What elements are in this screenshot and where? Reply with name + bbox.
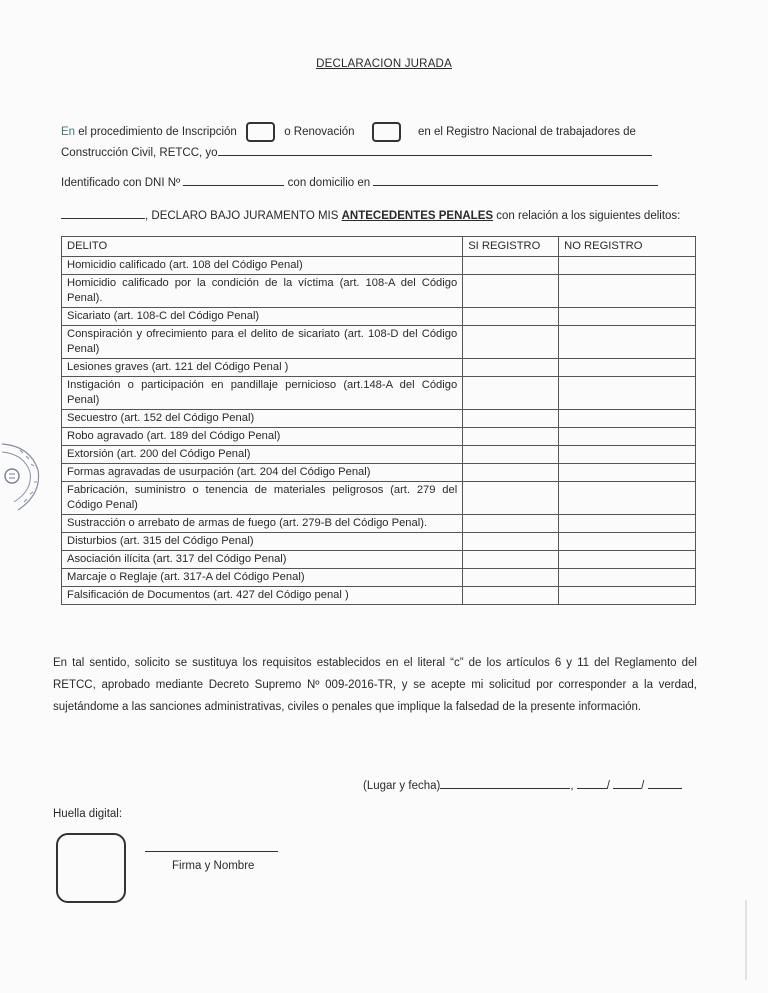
declaro-suffix: con relación a los siguientes delitos: [496, 210, 681, 222]
no-registro-cell[interactable] [559, 377, 696, 410]
table-row [62, 482, 696, 515]
seal-stamp-icon [0, 436, 44, 516]
table-row [62, 515, 696, 533]
table-row [62, 464, 696, 482]
huella-label: Huella digital: [53, 808, 123, 820]
delito-cell: Disturbios (art. 315 del Código Penal) [62, 533, 463, 551]
lugar-fecha-line [363, 777, 682, 792]
delito-cell: Fabricación, suministro o tenencia de materiales peligrosos (art. 279 del Código Penal) [62, 482, 463, 515]
si-registro-cell[interactable] [463, 428, 559, 446]
day-blank[interactable] [577, 777, 607, 789]
no-registro-cell[interactable] [559, 275, 696, 308]
delito-cell: Conspiración y ofrecimiento para el delito de sicariato (art. 108-D del Código Penal) [62, 326, 463, 359]
delito-cell: Secuestro (art. 152 del Código Penal) [62, 410, 463, 428]
si-registro-cell[interactable] [463, 482, 559, 515]
table-row [62, 410, 696, 428]
si-registro-cell[interactable] [463, 446, 559, 464]
si-registro-cell[interactable] [463, 551, 559, 569]
nombre-blank[interactable] [218, 144, 652, 156]
table-body [62, 257, 696, 605]
date-slash-2: / [641, 780, 645, 792]
table-row [62, 533, 696, 551]
delito-cell: Robo agravado (art. 189 del Código Penal) [62, 428, 463, 446]
si-registro-cell[interactable] [463, 377, 559, 410]
si-registro-cell[interactable] [463, 587, 559, 605]
lugar-comma: , [570, 780, 574, 792]
si-registro-cell[interactable] [463, 533, 559, 551]
si-registro-cell[interactable] [463, 515, 559, 533]
page-edge-mark [745, 900, 747, 980]
no-registro-cell[interactable] [559, 359, 696, 377]
dni-label: Identificado con DNI Nº [61, 177, 181, 189]
no-registro-cell[interactable] [559, 464, 696, 482]
declaro-line [61, 207, 680, 222]
no-registro-cell[interactable] [559, 428, 696, 446]
header-delito: DELITO [62, 237, 463, 257]
inscripcion-checkbox[interactable] [246, 122, 275, 142]
table-row [62, 275, 696, 308]
table-row [62, 377, 696, 410]
si-registro-cell[interactable] [463, 257, 559, 275]
delito-cell: Sustracción o arrebato de armas de fuego (art. 279-B del Código Penal). [62, 515, 463, 533]
si-registro-cell[interactable] [463, 569, 559, 587]
delito-cell: Marcaje o Reglaje (art. 317-A del Código Penal) [62, 569, 463, 587]
delito-cell: Falsificación de Documentos (art. 427 del Código penal ) [62, 587, 463, 605]
declaro-blank[interactable] [61, 207, 145, 219]
intro-line [61, 122, 636, 142]
delito-cell: Instigación o participación en pandillaje pernicioso (art.148-A del Código Penal) [62, 377, 463, 410]
delito-cell: Homicidio calificado (art. 108 del Código Penal) [62, 257, 463, 275]
table-row [62, 359, 696, 377]
no-registro-cell[interactable] [559, 533, 696, 551]
date-slash-1: / [606, 780, 610, 792]
document-title: DECLARACION JURADA [316, 58, 452, 70]
si-registro-cell[interactable] [463, 275, 559, 308]
no-registro-cell[interactable] [559, 551, 696, 569]
no-registro-cell[interactable] [559, 308, 696, 326]
domicilio-blank[interactable] [373, 174, 658, 186]
intro-construccion: Construcción Civil, RETCC, yo [61, 147, 218, 159]
delito-cell: Formas agravadas de usurpación (art. 204 del Código Penal) [62, 464, 463, 482]
no-registro-cell[interactable] [559, 515, 696, 533]
dni-blank[interactable] [183, 174, 284, 186]
signature-line[interactable] [145, 851, 278, 852]
no-registro-cell[interactable] [559, 257, 696, 275]
intro-o-renovacion: o Renovación [284, 126, 355, 139]
delito-cell: Lesiones graves (art. 121 del Código Penal ) [62, 359, 463, 377]
table-row [62, 308, 696, 326]
table-row [62, 428, 696, 446]
table-row [62, 257, 696, 275]
delito-cell: Extorsión (art. 200 del Código Penal) [62, 446, 463, 464]
firma-label: Firma y Nombre [172, 860, 255, 872]
no-registro-cell[interactable] [559, 482, 696, 515]
si-registro-cell[interactable] [463, 326, 559, 359]
lugar-fecha-label: (Lugar y fecha) [363, 780, 441, 792]
table-row [62, 446, 696, 464]
header-si-registro: SI REGISTRO [463, 237, 559, 257]
no-registro-cell[interactable] [559, 587, 696, 605]
si-registro-cell[interactable] [463, 410, 559, 428]
declaration-paragraph: En tal sentido, solicito se sustituya los requisitos establecidos en el literal “c” de los artículos 6 y 11 del Reglamento del RETCC, aprobado mediante Decreto Supremo Nº 009-2016-TR, y se acepte mi solicitud por corresponder a la verdad, sujetándome a las sanciones administrativas, civiles o penales que implique la falsedad de la presente información. [53, 657, 697, 713]
delito-cell: Sicariato (art. 108-C del Código Penal) [62, 308, 463, 326]
intro-procedimiento: el procedimiento de Inscripción [78, 126, 237, 139]
delito-cell: Asociación ilícita (art. 317 del Código Penal) [62, 551, 463, 569]
construccion-line [61, 144, 652, 159]
dni-line [61, 174, 658, 189]
si-registro-cell[interactable] [463, 308, 559, 326]
table-row [62, 569, 696, 587]
intro-registro: en el Registro Nacional de trabajadores de [417, 126, 636, 139]
no-registro-cell[interactable] [559, 569, 696, 587]
declaro-emphasis: ANTECEDENTES PENALES [341, 210, 494, 222]
year-blank[interactable] [648, 777, 682, 789]
lugar-blank[interactable] [440, 777, 570, 789]
table-row [62, 326, 696, 359]
delito-cell: Homicidio calificado por la condición de la víctima (art. 108-A del Código Penal). [62, 275, 463, 308]
header-no-registro: NO REGISTRO [559, 237, 696, 257]
table-header-row [62, 237, 696, 257]
domicilio-label: con domicilio en [287, 177, 371, 189]
declaro-prefix: , DECLARO BAJO JURAMENTO MIS [145, 210, 339, 222]
fingerprint-box[interactable] [56, 833, 126, 903]
intro-en: En [61, 126, 76, 139]
si-registro-cell[interactable] [463, 464, 559, 482]
renovacion-checkbox[interactable] [372, 122, 401, 142]
si-registro-cell[interactable] [463, 359, 559, 377]
month-blank[interactable] [613, 777, 641, 789]
table-row [62, 587, 696, 605]
table-row [62, 551, 696, 569]
delitos-table [61, 236, 696, 605]
no-registro-cell[interactable] [559, 326, 696, 359]
no-registro-cell[interactable] [559, 446, 696, 464]
no-registro-cell[interactable] [559, 410, 696, 428]
